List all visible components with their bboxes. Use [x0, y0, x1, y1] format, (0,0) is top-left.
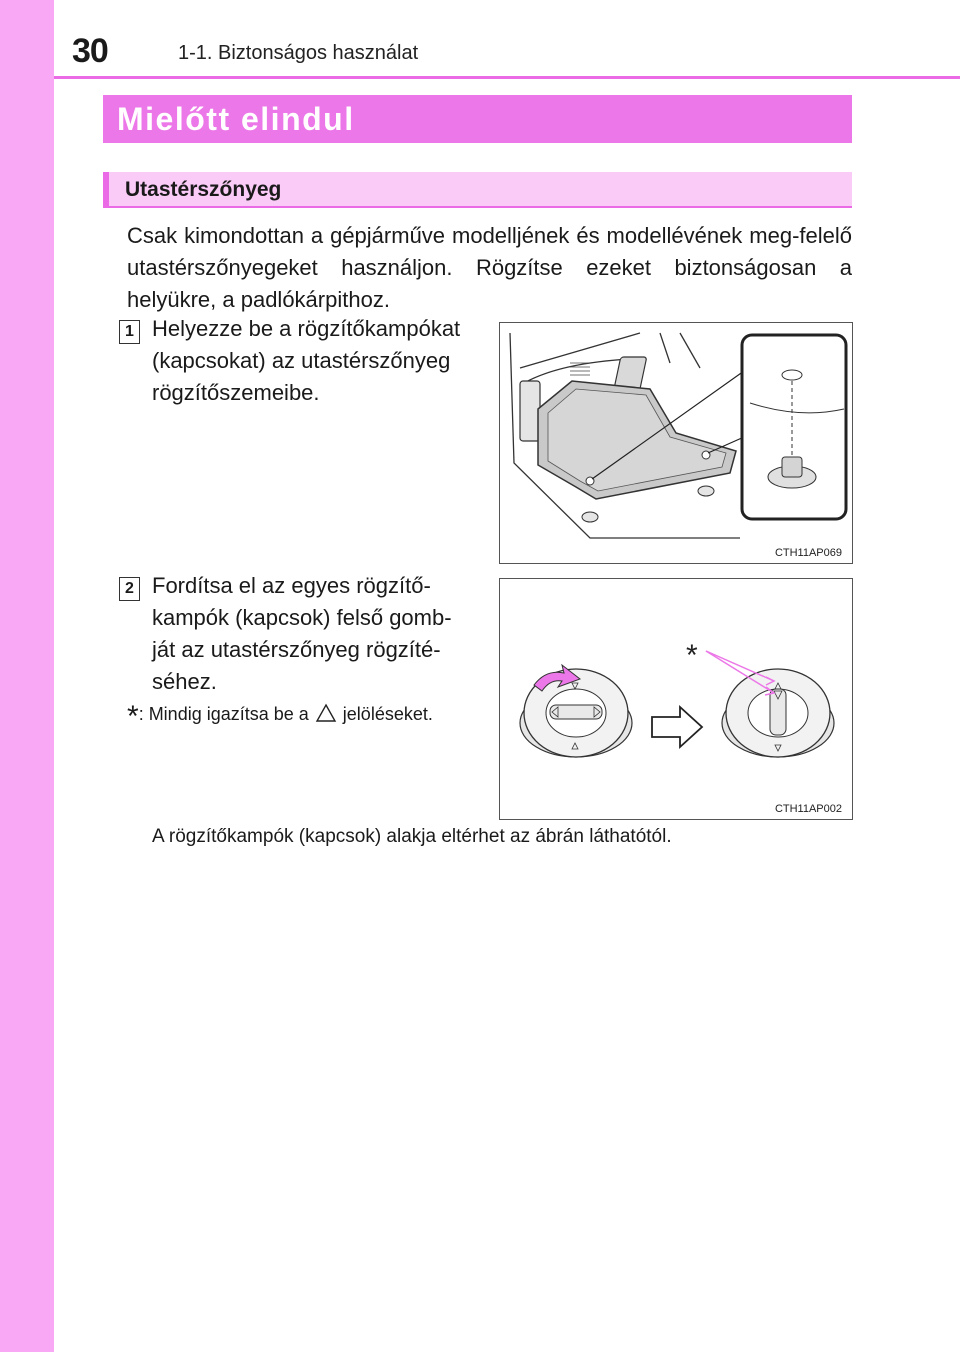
step-1-text: [152, 313, 460, 409]
section-banner: [103, 95, 852, 143]
note-prefix: : Mindig igazítsa be a: [138, 704, 309, 724]
step-2-line: Fordítsa el az egyes rögzítő-: [152, 573, 431, 598]
step-1-line: Helyezze be a rögzítőkampókat: [152, 316, 461, 341]
subsection-banner: [103, 172, 852, 208]
step-1-line: rögzítőszemeibe.: [152, 380, 320, 405]
intro-paragraph: Csak kimondottan a gépjárműve modelljének és modellévének meg-felelő utastérszőnyegeket használjon. Rögzítse ezeket biztonságosan a helyükre, a padlókárpithoz.: [127, 223, 852, 312]
subsection-title: Utastérszőnyeg: [125, 178, 282, 201]
floor-mat-illustration: [500, 323, 852, 563]
side-color-band: [0, 0, 54, 1352]
alignment-note: [127, 700, 433, 734]
triangle-mark-icon: [315, 703, 337, 723]
figure-asterisk: *: [686, 639, 698, 672]
figure-floor-mat-hooks: [499, 322, 853, 564]
step-2-line: kampók (kapcsok) felső gomb-: [152, 605, 452, 630]
figure-code: CTH11AP002: [774, 803, 842, 815]
header-divider: [54, 76, 960, 79]
note-suffix: jelöléseket.: [342, 704, 433, 724]
step-number-2: 2: [119, 577, 140, 601]
step-2-text: [152, 570, 452, 698]
note-asterisk: *: [127, 700, 139, 733]
page-number: 30: [72, 32, 108, 70]
footnote: A rögzítőkampók (kapcsok) alakja eltérhet az ábrán láthatótól.: [152, 826, 672, 847]
section-title: Mielőtt elindul: [117, 101, 355, 137]
step-2-line: ját az utastérszőnyeg rögzíté-: [152, 637, 441, 662]
subsection-accent-bar: [103, 172, 109, 208]
step-number-1: 1: [119, 320, 140, 344]
figure-turning-knob: [499, 578, 853, 820]
step-1-line: (kapcsokat) az utastérszőnyeg: [152, 348, 451, 373]
turning-knob-illustration: [500, 579, 852, 819]
figure-code: CTH11AP069: [774, 547, 842, 559]
step-2-line: séhez.: [152, 669, 217, 694]
breadcrumb: 1-1. Biztonságos használat: [178, 42, 419, 64]
